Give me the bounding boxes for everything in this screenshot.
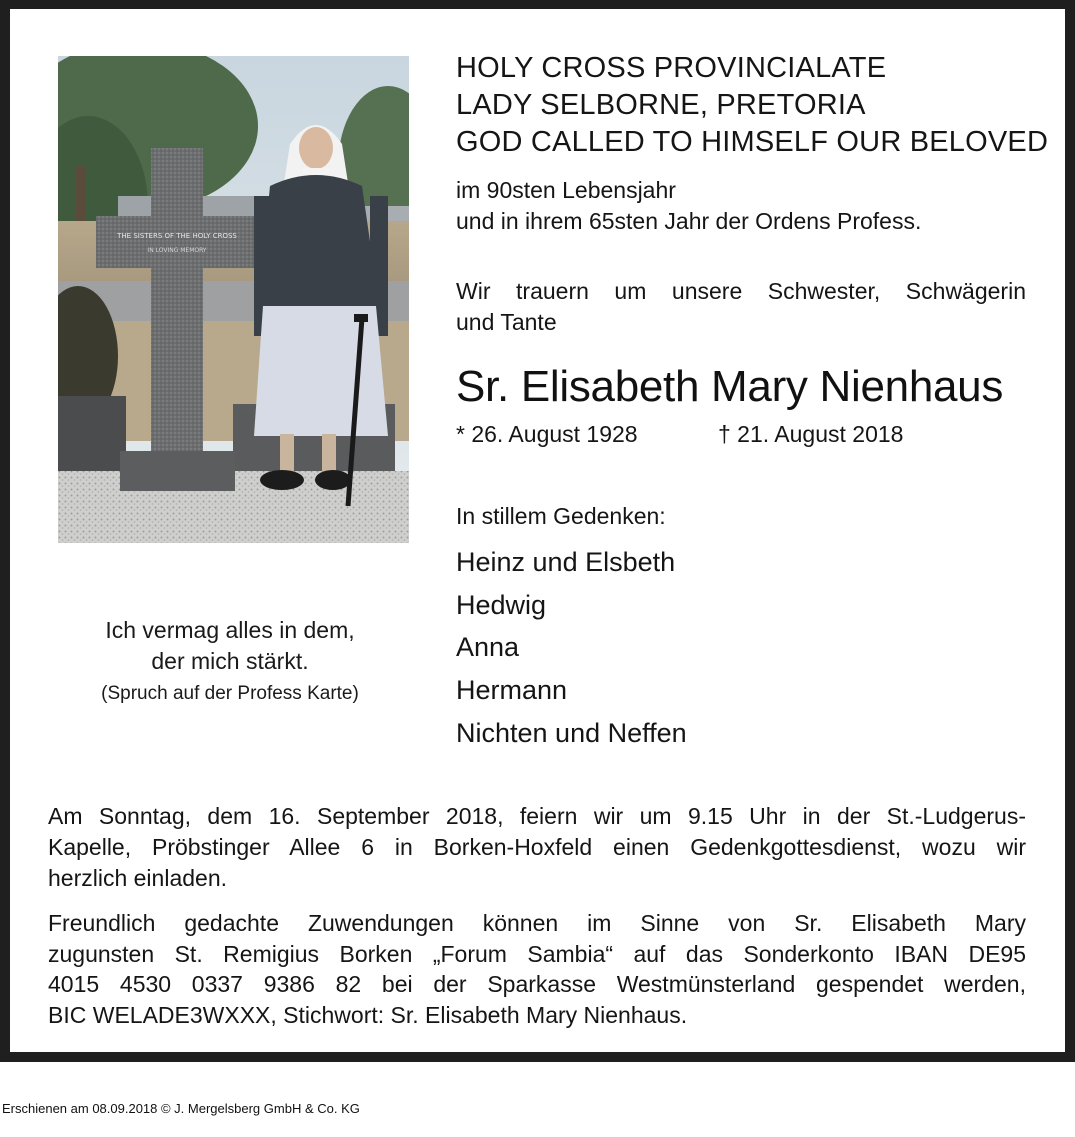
service-line: herzlich einladen. (48, 865, 228, 891)
mourning-line-2: und Tante (456, 309, 557, 335)
death-date: † 21. August 2018 (718, 421, 904, 447)
deceased-name: Sr. Elisabeth Mary Nienhaus (456, 362, 1004, 411)
publication-footer: Erschienen am 08.09.2018 © J. Mergelsberg GmbH & Co. KG (2, 1101, 360, 1116)
donation-line: 4015 4530 0337 9386 82 bei der Sparkasse Westmünsterland gespendet werden, (48, 971, 1026, 997)
motto-line-2: der mich stärkt. (151, 648, 309, 674)
relative-name: Hedwig (456, 590, 547, 620)
donation-paragraph (48, 908, 1026, 1030)
service-line: Am Sonntag, dem 16. September 2018, feiern wir um 9.15 Uhr in der St.-Ludgerus- (48, 803, 1026, 829)
motto-source-note: (Spruch auf der Profess Karte) (101, 683, 359, 704)
header-line-3: GOD CALLED TO HIMSELF OUR BELOVED (456, 126, 1049, 158)
relative-name: Anna (456, 632, 520, 662)
birth-date: * 26. August 1928 (456, 421, 638, 447)
relative-name: Hermann (456, 675, 568, 705)
age-line: im 90sten Lebensjahr (456, 177, 676, 203)
mourning-line-1: Wir trauern um unsere Schwester, Schwägerin (456, 278, 1026, 304)
donation-line: Freundlich gedachte Zuwendungen können im Sinne von Sr. Elisabeth Mary (48, 910, 1026, 936)
profession-line: und in ihrem 65sten Jahr der Ordens Profess. (456, 208, 922, 234)
service-line: Kapelle, Pröbstinger Allee 6 in Borken-Hoxfeld einen Gedenkgottesdienst, wozu wir (48, 834, 1026, 860)
header-line-2: LADY SELBORNE, PRETORIA (456, 89, 866, 121)
service-paragraph (48, 801, 1026, 894)
memorial-photo (58, 56, 409, 543)
relative-name: Nichten und Neffen (456, 718, 687, 748)
header-line-1: HOLY CROSS PROVINCIALATE (456, 52, 887, 84)
donation-line: zugunsten St. Remigius Borken „Forum Sambia“ auf das Sonderkonto IBAN DE95 (48, 940, 1026, 967)
motto-line-1: Ich vermag alles in dem, (105, 617, 355, 643)
remembrance-heading: In stillem Gedenken: (456, 503, 666, 529)
relative-name: Heinz und Elsbeth (456, 547, 676, 577)
cross-inscription-line-1: THE SISTERS OF THE HOLY CROSS (117, 232, 237, 240)
cross-inscription-line-2: IN LOVING MEMORY (147, 247, 207, 254)
donation-line: BIC WELADE3WXXX, Stichwort: Sr. Elisabeth Mary Nienhaus. (48, 1001, 688, 1028)
